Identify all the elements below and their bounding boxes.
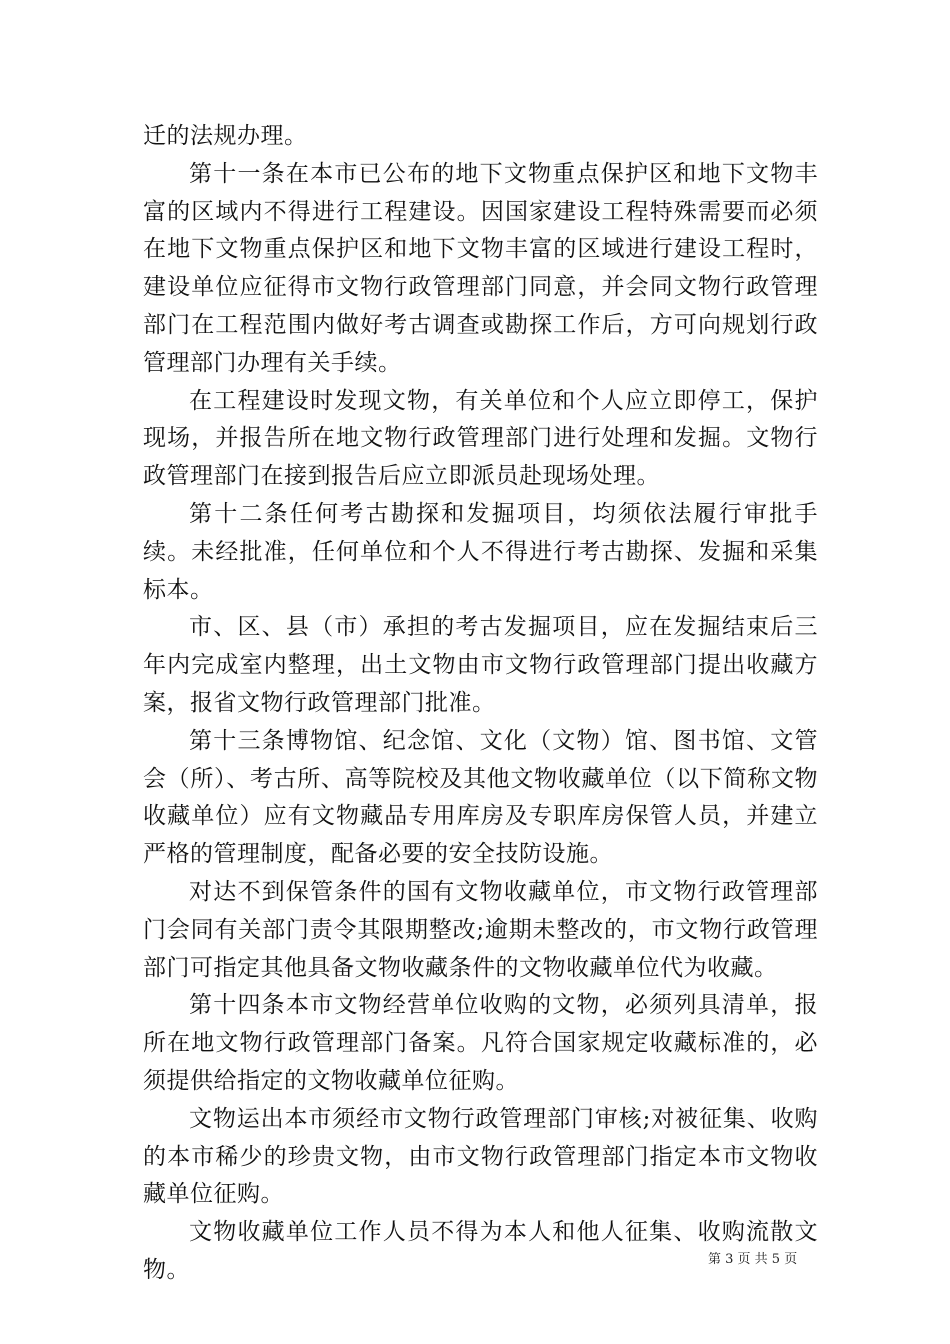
paragraph-article-13-rectification: 对达不到保管条件的国有文物收藏单位，市文物行政管理部门会同有关部门责令其限期整改;逾期未整改的，市文物行政管理部门可指定其他具备文物收藏条件的文物收藏单位代为收藏。 xyxy=(143,878,818,981)
paragraph-article-11-discovery: 在工程建设时发现文物，有关单位和个人应立即停工，保护现场，并报告所在地文物行政管理部门进行处理和发掘。文物行政管理部门在接到报告后应立即派员赴现场处理。 xyxy=(143,387,818,490)
page-number-footer: 第 3 页 共 5 页 xyxy=(708,1252,798,1267)
paragraph-article-12-excavation: 市、区、县（市）承担的考古发掘项目，应在发掘结束后三年内完成室内整理，出土文物由市文物行政管理部门提出收藏方案，报省文物行政管理部门批准。 xyxy=(143,614,818,716)
paragraph-article-14: 第十四条本市文物经营单位收购的文物，必须列具清单，报所在地文物行政管理部门备案。凡符合国家规定收藏标准的，必须提供给指定的文物收藏单位征购。 xyxy=(143,992,818,1094)
paragraph-article-13: 第十三条博物馆、纪念馆、文化（文物）馆、图书馆、文管会（所）、考古所、高等院校及其他文物收藏单位（以下简称文物收藏单位）应有文物藏品专用库房及专职库房保管人员，并建立严格的管理制度，配备必要的安全技防设施。 xyxy=(143,727,818,868)
paragraph-article-11: 第十一条在本市已公布的地下文物重点保护区和地下文物丰富的区域内不得进行工程建设。因国家建设工程特殊需要而必须在地下文物重点保护区和地下文物丰富的区域进行建设工程时，建设单位应征得市文物行政管理部门同意，并会同文物行政管理部门在工程范围内做好考古调查或勘探工作后，方可向规划行政管理部门办理有关手续。 xyxy=(143,160,818,376)
paragraph-article-12: 第十二条任何考古勘探和发掘项目，均须依法履行审批手续。未经批准，任何单位和个人不得进行考古勘探、发掘和采集标本。 xyxy=(143,500,818,603)
paragraph-continued: 迁的法规办理。 xyxy=(143,123,308,149)
paragraph-article-14-export: 文物运出本市须经市文物行政管理部门审核;对被征集、收购的本市稀少的珍贵文物，由市文物行政管理部门指定本市文物收藏单位征购。 xyxy=(143,1105,818,1208)
paragraph-article-14-staff: 文物收藏单位工作人员不得为本人和他人征集、收购流散文物。 xyxy=(143,1219,818,1283)
document-body xyxy=(143,118,818,1290)
